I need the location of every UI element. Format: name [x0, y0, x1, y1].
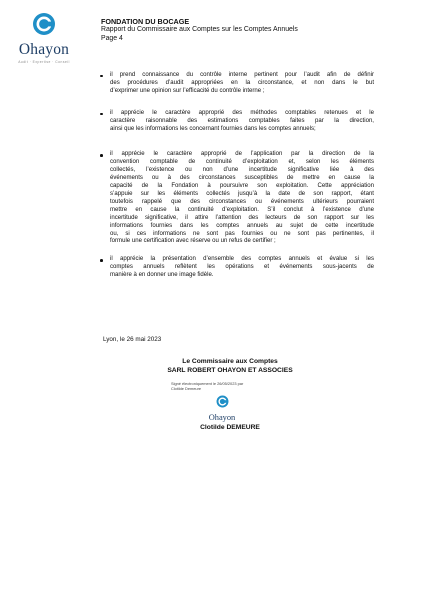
text-line: il apprécie le caractère approprié de l’application par la direction de la — [110, 151, 374, 158]
text-line: incertitude significative, il attire l’attention des lecteurs de son rapport sur les — [110, 214, 374, 221]
report-title: Rapport du Commissaire aux Comptes sur les Comptes Annuels — [101, 26, 298, 33]
ohayon-logo-icon — [32, 12, 56, 36]
text-line: il apprécie la présentation d’ensemble des comptes annuels et évalue si les — [110, 256, 374, 263]
bullet-icon — [100, 154, 103, 157]
page-header — [101, 17, 401, 43]
firm-name: SARL ROBERT OHAYON ET ASSOCIES — [167, 366, 293, 374]
electronic-signature-note — [171, 382, 261, 391]
signature-logo-wordmark: Ohayon — [208, 413, 236, 422]
bullet-icon — [100, 113, 103, 116]
ohayon-logo-icon — [216, 395, 229, 408]
text-line: manière à en donner une image fidèle. — [110, 272, 214, 279]
company-logo — [14, 12, 74, 64]
list-item — [97, 72, 374, 96]
logo-wordmark: Ohayon — [18, 41, 70, 58]
signature-logo — [202, 395, 242, 422]
text-line: des procédures d’audit appropriées en la circonstance, et non dans le but — [110, 79, 374, 86]
text-line: comptes annuels reflètent les opérations et événements sous-jacents de — [110, 264, 374, 271]
text-line: ou, si ces informations ne sont pas fournies ou ne sont pas pertinentes, il — [110, 230, 374, 237]
organization-name: FONDATION DU BOCAGE — [101, 17, 190, 26]
bullet-icon — [100, 75, 103, 78]
text-line: capacité de la Fondation à poursuivre son exploitation. Cette appréciation — [110, 183, 374, 190]
text-line: caractère raisonnable des estimations comptables faites par la direction, — [110, 117, 374, 124]
text-line: mettre en cause la continuité d’exploitation. S’il conclut à l’existence d’une — [110, 206, 374, 213]
signature-note-line: Signé électroniquement le 26/05/2023 par — [171, 381, 244, 386]
list-item — [97, 151, 374, 246]
text-line: formule une certification avec réserve ou un refus de certifier ; — [110, 238, 276, 245]
list-item — [97, 110, 374, 134]
text-line: s’appuie sur les éléments collectés jusqu’à la date de son rapport, étant — [110, 190, 374, 197]
bullet-icon — [100, 259, 103, 262]
page-number: Page 4 — [101, 34, 123, 42]
text-line: ainsi que les informations les concernant fournies dans les comptes annuels; — [110, 125, 316, 132]
text-line: toutefois rappelé que des circonstances ou événements ultérieurs pourraient — [110, 198, 374, 205]
text-line: il prend connaissance du contrôle interne pertinent pour l’audit afin de définir — [110, 72, 374, 78]
logo-tagline: Audit · Expertise · Conseil — [18, 60, 70, 64]
signature-note-line: Clotilde Demeure — [171, 385, 202, 391]
text-line: convention comptable de continuité d’exploitation et, selon les éléments — [110, 159, 374, 166]
text-line: d’exprimer une opinion sur l’efficacité du contrôle interne ; — [110, 87, 265, 94]
text-line: collectés, l’existence ou non d’une incertitude significative liée à des — [110, 167, 374, 174]
procedure-list — [97, 72, 374, 280]
signatory-title: Le Commissaire aux Comptes — [182, 358, 278, 365]
text-line: informations fournies dans les comptes annuels au sujet de cette incertitude — [110, 222, 374, 229]
signature-block — [130, 358, 330, 431]
text-line: événements ou à des circonstances susceptibles de mettre en cause la — [110, 175, 374, 182]
place-date: Lyon, le 26 mai 2023 — [103, 336, 162, 343]
text-line: il apprécie le caractère approprié des méthodes comptables retenues et le — [110, 109, 374, 116]
list-item — [97, 256, 374, 280]
signatory-name: Clotilde DEMEURE — [200, 424, 260, 431]
